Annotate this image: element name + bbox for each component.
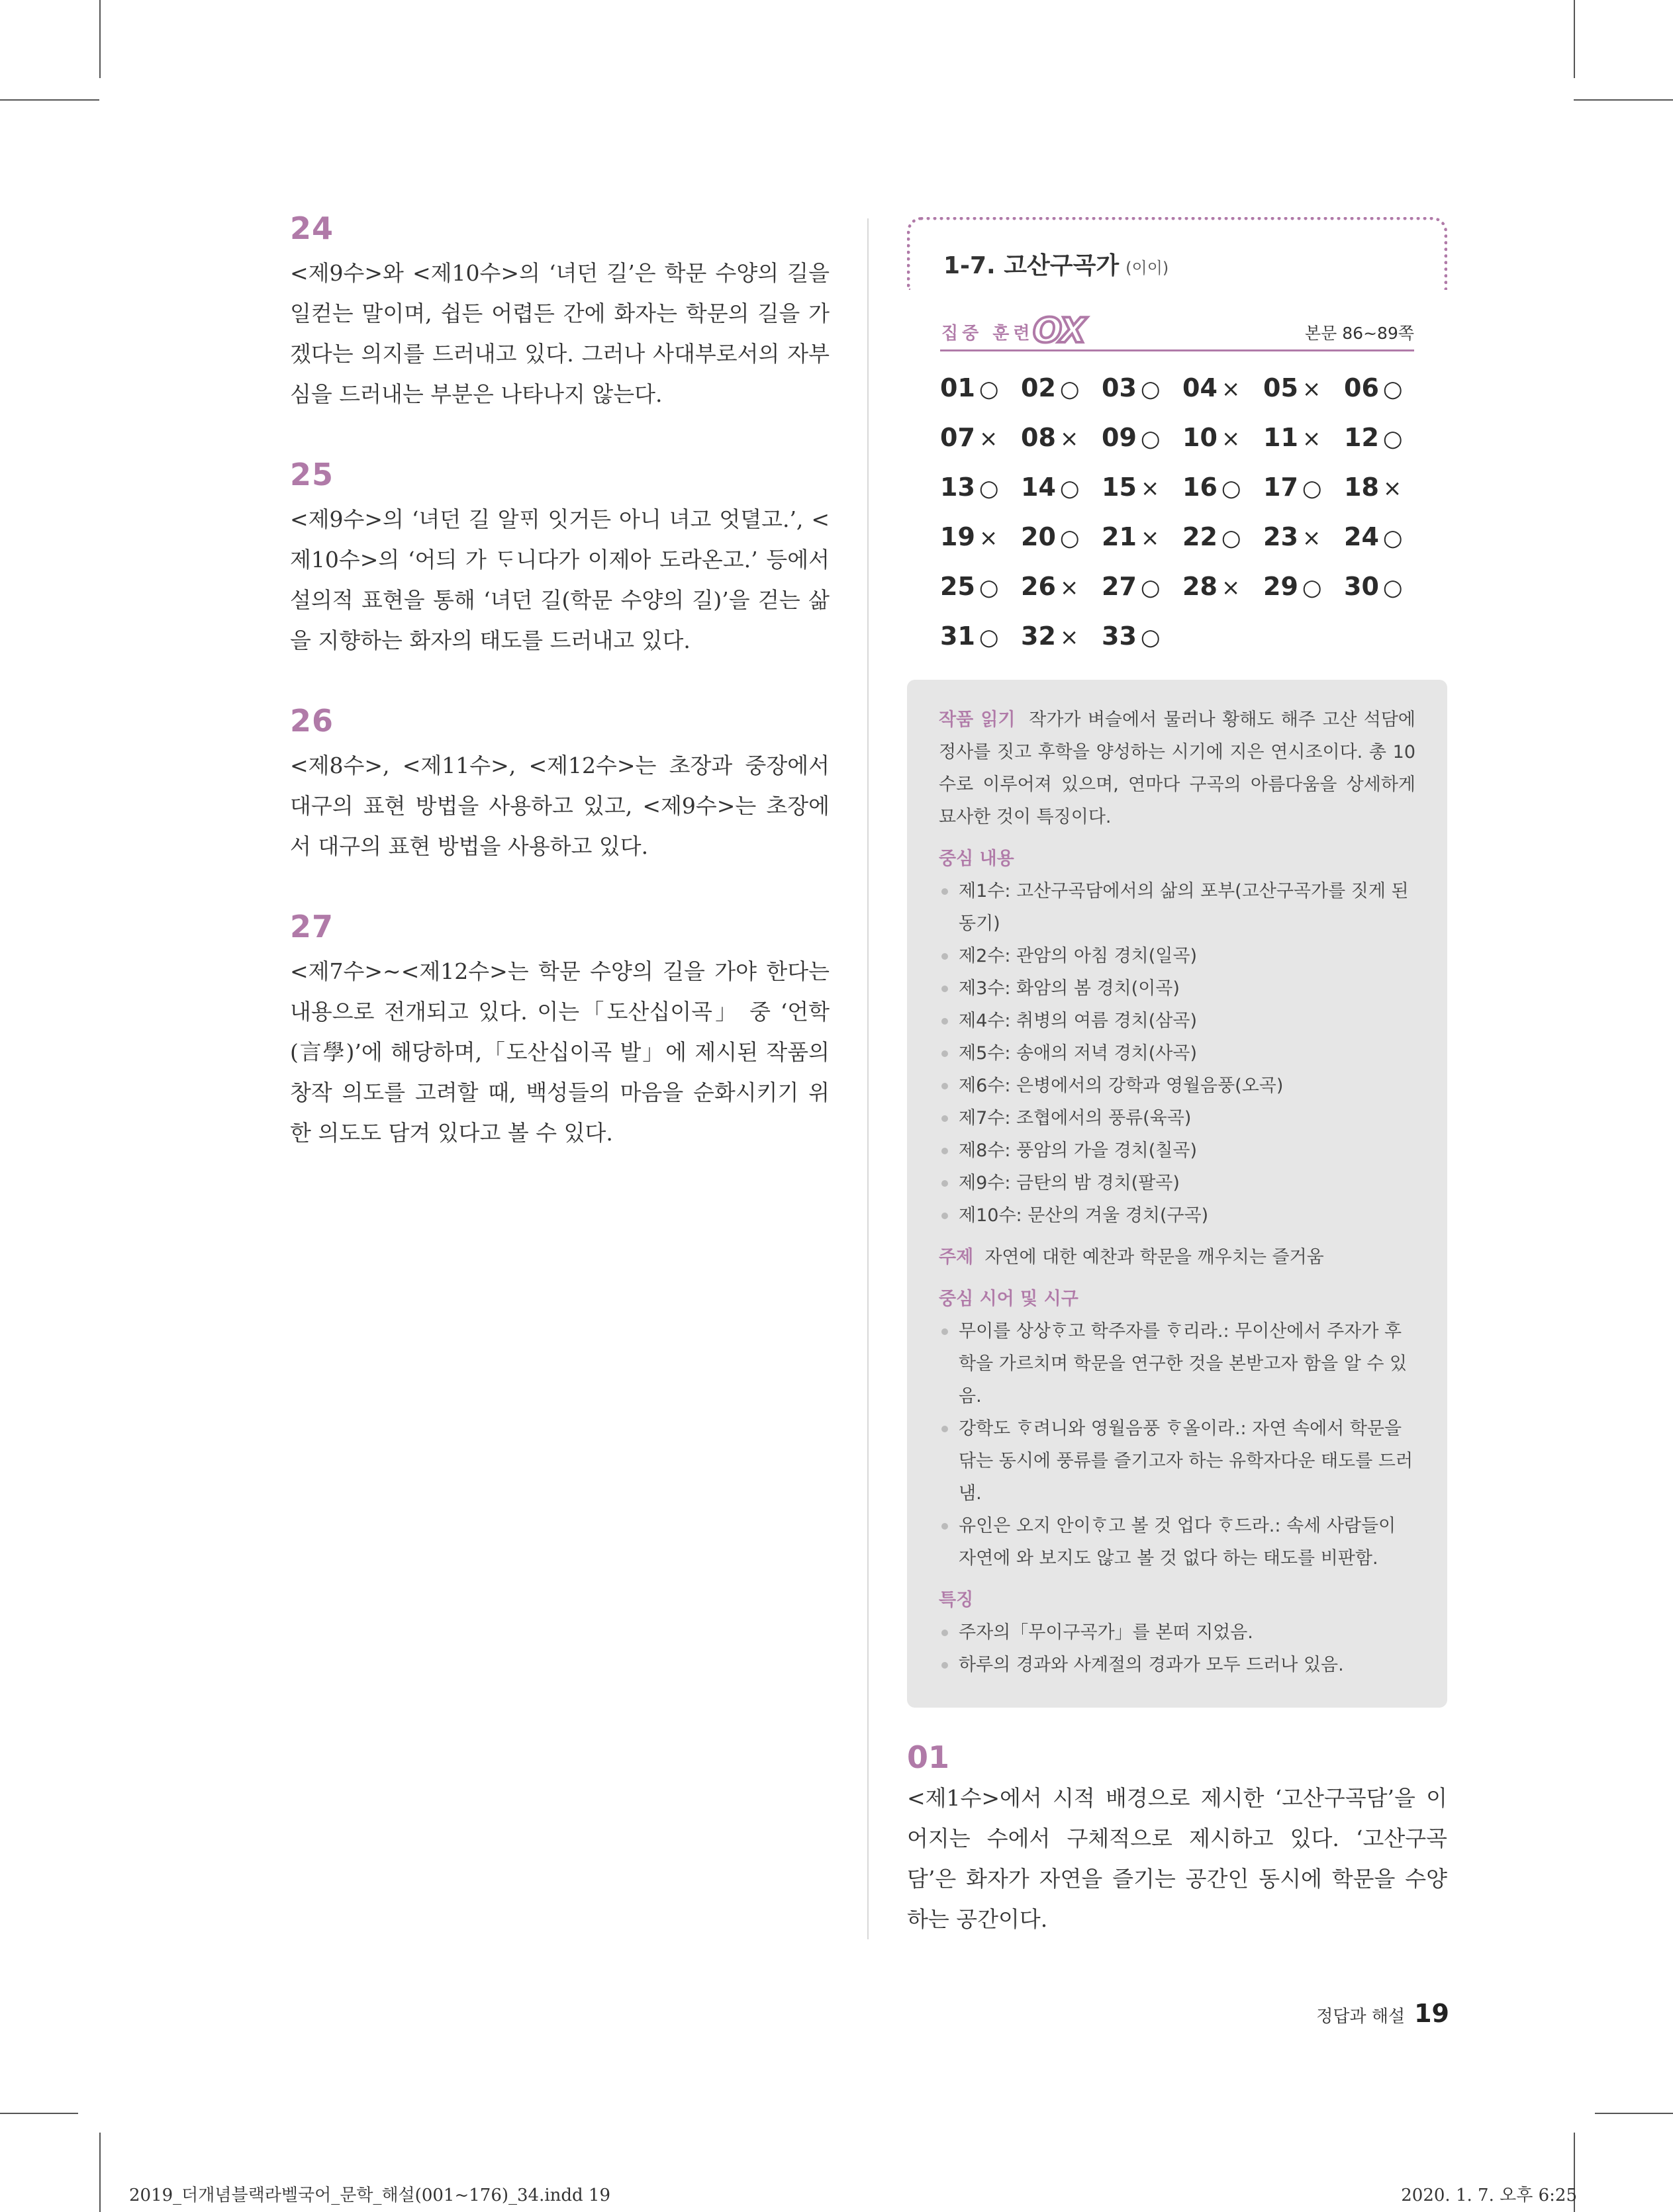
ox-answer-mark: × xyxy=(1140,475,1160,502)
keylines-label: 중심 시어 및 시구 xyxy=(939,1289,1078,1309)
ox-answer-number: 29 xyxy=(1263,572,1298,601)
ox-answer-number: 05 xyxy=(1263,373,1298,402)
ox-answer-mark: ○ xyxy=(1140,575,1161,601)
list-item: 무이를 상상ᄒᆞ고 학주자를 ᄒᆞ리라.: 무이산에서 주자가 후학을 가르치며 학문을 연구한 것을 본받고자 함을 알 수 있음. xyxy=(939,1315,1415,1412)
list-item: 하루의 경과와 사계절의 경과가 모두 드러나 있음. xyxy=(939,1649,1415,1681)
ox-label: 집중 훈련 xyxy=(941,324,1034,344)
list-item: 제2수: 관암의 아침 경치(일곡) xyxy=(939,940,1415,972)
ox-answer-number: 21 xyxy=(1102,522,1137,551)
theme-label: 주제 xyxy=(939,1247,974,1267)
ox-answer-mark: ○ xyxy=(1221,475,1241,502)
ox-answer-item xyxy=(940,620,1021,653)
crop-mark-top-left-h xyxy=(0,99,99,101)
section-title-box xyxy=(907,217,1447,290)
ox-answer-number: 17 xyxy=(1263,473,1298,502)
list-item: 유인은 오지 안이ᄒᆞ고 볼 것 업다 ᄒᆞ드라.: 속세 사람들이 자연에 와 보지도 않고 볼 것 없다 하는 태도를 비판함. xyxy=(939,1510,1415,1575)
ox-answer-item xyxy=(1344,520,1425,554)
ox-page-ref: 본문 86~89쪽 xyxy=(1305,324,1414,343)
ox-answer-mark: × xyxy=(1221,575,1241,601)
ox-answer-item xyxy=(1021,520,1102,554)
ox-answer-number: 19 xyxy=(940,522,975,551)
crop-mark-bottom-left-v xyxy=(99,2133,101,2212)
left-column xyxy=(290,210,830,1195)
ox-answer-item xyxy=(1263,570,1344,604)
ox-answer-number: 24 xyxy=(1344,522,1379,551)
answer-number: 27 xyxy=(290,909,334,945)
ox-answer-mark: ○ xyxy=(1382,525,1403,551)
answer-number: 24 xyxy=(290,210,334,246)
ox-answer-item xyxy=(1263,371,1344,405)
ox-answer-mark: × xyxy=(1140,525,1160,551)
answer-number-01: 01 xyxy=(907,1739,950,1775)
ox-answer-item xyxy=(1182,520,1263,554)
ox-answer-mark: ○ xyxy=(979,376,999,402)
work-info-box xyxy=(907,680,1447,1708)
ox-answer-item xyxy=(1021,620,1102,653)
ox-answer-number: 28 xyxy=(1182,572,1218,601)
ox-answer-item xyxy=(1102,520,1182,554)
ox-answer-mark: ○ xyxy=(1140,426,1161,452)
ox-answer-number: 09 xyxy=(1102,423,1137,452)
ox-answer-mark: ○ xyxy=(979,475,999,502)
crop-mark-top-left-v xyxy=(99,0,101,78)
ox-answer-mark: × xyxy=(1059,426,1079,452)
ox-answer-number: 22 xyxy=(1182,522,1218,551)
ox-answer-number: 06 xyxy=(1344,373,1379,402)
answer-number: 26 xyxy=(290,703,334,739)
ox-header xyxy=(940,312,1414,351)
features-label: 특징 xyxy=(939,1590,974,1610)
crop-mark-bottom-right-h xyxy=(1595,2113,1673,2114)
features-list xyxy=(939,1616,1415,1681)
ox-answer-number: 01 xyxy=(940,373,975,402)
ox-answer-item xyxy=(940,471,1021,504)
answer-item-24 xyxy=(290,210,830,414)
ox-answer-item xyxy=(1182,371,1263,405)
answer-item-26 xyxy=(290,703,830,866)
ox-answer-mark: × xyxy=(1302,426,1321,452)
ox-answer-item xyxy=(1263,471,1344,504)
ox-answer-number: 18 xyxy=(1344,473,1379,502)
list-item: 제9수: 금탄의 밤 경치(팔곡) xyxy=(939,1167,1415,1199)
answer-item-27 xyxy=(290,909,830,1153)
ox-answer-mark: ○ xyxy=(1382,426,1403,452)
ox-answer-number: 26 xyxy=(1021,572,1056,601)
theme-text: 자연에 대한 예찬과 학문을 깨우치는 즐거움 xyxy=(984,1247,1324,1267)
ox-answer-number: 20 xyxy=(1021,522,1056,551)
ox-answer-number: 04 xyxy=(1182,373,1218,402)
ox-answer-item xyxy=(1102,570,1182,604)
ox-answer-item xyxy=(1021,371,1102,405)
ox-answer-mark: ○ xyxy=(1382,376,1403,402)
ox-answer-item xyxy=(1102,421,1182,455)
ox-answer-item xyxy=(940,421,1021,455)
ox-answer-mark: × xyxy=(1302,525,1321,551)
list-item: 주자의「무이구곡가」를 본떠 지었음. xyxy=(939,1616,1415,1649)
ox-answer-mark: ○ xyxy=(1059,475,1080,502)
ox-answer-mark: ○ xyxy=(1382,575,1403,601)
ox-answer-mark: ○ xyxy=(979,624,999,651)
list-item: 강학도 ᄒᆞ려니와 영월음풍 ᄒᆞ올이라.: 자연 속에서 학문을 닦는 동시에 풍류를 즐기고자 하는 유학자다운 태도를 드러냄. xyxy=(939,1412,1415,1510)
ox-answer-mark: ○ xyxy=(1302,475,1322,502)
ox-answer-item xyxy=(1344,570,1425,604)
ox-answer-number: 08 xyxy=(1021,423,1056,452)
ox-answer-number: 27 xyxy=(1102,572,1137,601)
list-item: 제7수: 조협에서의 풍류(육곡) xyxy=(939,1102,1415,1134)
list-item: 제3수: 화암의 봄 경치(이곡) xyxy=(939,972,1415,1005)
content-label: 중심 내용 xyxy=(939,849,1014,869)
ox-answer-item xyxy=(1021,471,1102,504)
answer-explanation-01: <제1수>에서 시적 배경으로 제시한 ‘고산구곡담’을 이어지는 수에서 구체적으로 제시하고 있다. ‘고산구곡담’은 화자가 자연을 즐기는 공간인 동시에 학문을 수양하는 공간이다. xyxy=(907,1785,1447,1932)
ox-answer-mark: ○ xyxy=(979,575,999,601)
ox-answer-mark: ○ xyxy=(1140,376,1161,402)
ox-answer-item xyxy=(1263,520,1344,554)
ox-answer-mark: ○ xyxy=(1221,525,1241,551)
ox-answer-grid xyxy=(940,371,1447,653)
ox-answer-number: 25 xyxy=(940,572,975,601)
reading-paragraph xyxy=(939,704,1415,833)
ox-answer-item xyxy=(940,371,1021,405)
reading-label: 작품 읽기 xyxy=(939,710,1016,730)
list-item: 제10수: 문산의 겨울 경치(구곡) xyxy=(939,1199,1415,1232)
ox-answer-number: 11 xyxy=(1263,423,1298,452)
ox-answer-number: 10 xyxy=(1182,423,1218,452)
ox-answer-number: 15 xyxy=(1102,473,1137,502)
ox-answer-mark: ○ xyxy=(1059,525,1080,551)
ox-answer-item xyxy=(1344,371,1425,405)
footer-label: 정답과 해설 xyxy=(1316,2007,1406,2027)
ox-answer-number: 03 xyxy=(1102,373,1137,402)
right-column xyxy=(907,217,1447,1939)
ox-answer-number: 31 xyxy=(940,622,975,651)
section-author: (이이) xyxy=(1125,259,1169,277)
ox-answer-number: 32 xyxy=(1021,622,1056,651)
page-number: 19 xyxy=(1414,1999,1449,2028)
ox-answer-number: 33 xyxy=(1102,622,1137,651)
list-item: 제8수: 풍암의 가을 경치(칠곡) xyxy=(939,1134,1415,1167)
ox-answer-mark: ○ xyxy=(1302,575,1322,601)
ox-answer-item xyxy=(940,570,1021,604)
crop-mark-top-right-h xyxy=(1574,99,1673,101)
ox-answer-number: 07 xyxy=(940,423,975,452)
ox-logo: OX xyxy=(1033,311,1085,351)
crop-mark-top-right-v xyxy=(1574,0,1575,78)
ox-answer-item xyxy=(1021,570,1102,604)
answer-explanation: <제7수>~<제12수>는 학문 수양의 길을 가야 한다는 내용으로 전개되고 있다. 이는「도산십이곡」 중 ‘언학(言學)’에 해당하며,「도산십이곡 발」에 제시된 작품의 창작 의도를 고려할 때, 백성들의 마음을 순화시키기 위한 의도도 담겨 있다고 볼 수 있다. xyxy=(290,958,830,1146)
ox-answer-item xyxy=(1263,421,1344,455)
ox-answer-item xyxy=(1102,371,1182,405)
ox-answer-number: 13 xyxy=(940,473,975,502)
ox-answer-mark: × xyxy=(979,426,998,452)
ox-answer-number: 16 xyxy=(1182,473,1218,502)
ox-answer-number: 23 xyxy=(1263,522,1298,551)
ox-answer-mark: × xyxy=(1059,575,1079,601)
section-title: 1-7. 고산구곡가 xyxy=(943,252,1120,279)
keylines-list xyxy=(939,1315,1415,1575)
list-item: 제5수: 송애의 저녁 경치(사곡) xyxy=(939,1037,1415,1070)
answer-explanation: <제8수>, <제11수>, <제12수>는 초장과 중장에서 대구의 표현 방법을 사용하고 있고, <제9수>는 초장에서 대구의 표현 방법을 사용하고 있다. xyxy=(290,753,830,859)
ox-answer-mark: × xyxy=(1302,376,1321,402)
ox-answer-number: 30 xyxy=(1344,572,1379,601)
page-footer xyxy=(1316,1999,1449,2028)
ox-answer-number: 12 xyxy=(1344,423,1379,452)
crop-mark-bottom-left-h xyxy=(0,2113,78,2114)
list-item: 제6수: 은병에서의 강학과 영월음풍(오곡) xyxy=(939,1070,1415,1102)
list-item: 제4수: 취병의 여름 경치(삼곡) xyxy=(939,1005,1415,1037)
ox-answer-mark: × xyxy=(1221,376,1241,402)
content-list xyxy=(939,875,1415,1232)
answer-explanation: <제9수>와 <제10수>의 ‘녀던 길’은 학문 수양의 길을 일컫는 말이며, 쉽든 어렵든 간에 화자는 학문의 길을 가겠다는 의지를 드러내고 있다. 그러나 사대부로서의 자부심을 드러내는 부분은 나타나지 않는다. xyxy=(290,260,830,407)
answer-number: 25 xyxy=(290,457,334,492)
ox-answer-mark: × xyxy=(1059,624,1079,651)
ox-answer-item xyxy=(1182,570,1263,604)
ox-answer-mark: ○ xyxy=(1140,624,1161,651)
print-slug-timestamp: 2020. 1. 7. 오후 6:25 xyxy=(1401,2186,1577,2205)
reading-text: 작가가 벼슬에서 물러나 황해도 해주 고산 석담에 정사를 짓고 후학을 양성하는 시기에 지은 연시조이다. 총 10수로 이루어져 있으며, 연마다 구곡의 아름다움을 상세하게 묘사한 것이 특징이다. xyxy=(939,710,1416,827)
ox-answer-item xyxy=(1102,471,1182,504)
ox-answer-item xyxy=(1182,421,1263,455)
ox-answer-item xyxy=(940,520,1021,554)
ox-answer-item xyxy=(1344,471,1425,504)
ox-answer-mark: ○ xyxy=(1059,376,1080,402)
ox-answer-item xyxy=(1182,471,1263,504)
ox-answer-item xyxy=(1102,620,1182,653)
answer-explanation: <제9수>의 ‘녀던 길 알ᄑᆡ 잇거든 아니 녀고 엇뎔고.’, <제10수>의 ‘어듸 가 ᄃᆞ니다가 이제아 도라온고.’ 등에서 설의적 표현을 통해 ‘녀던 길(학문 수양의 길)’을 걷는 삶을 지향하는 화자의 태도를 드러내고 있다. xyxy=(290,506,830,653)
list-item: 제1수: 고산구곡담에서의 삶의 포부(고산구곡가를 짓게 된 동기) xyxy=(939,875,1415,940)
answer-item-25 xyxy=(290,457,830,661)
ox-answer-item xyxy=(1021,421,1102,455)
ox-answer-mark: × xyxy=(1382,475,1402,502)
ox-answer-number: 02 xyxy=(1021,373,1056,402)
ox-answer-mark: × xyxy=(979,525,998,551)
column-divider xyxy=(867,218,869,1939)
print-slug-filename: 2019_더개념블랙라벨국어_문학_해설(001~176)_34.indd 19 xyxy=(129,2186,611,2205)
ox-answer-item xyxy=(1344,421,1425,455)
ox-answer-number: 14 xyxy=(1021,473,1056,502)
theme-paragraph xyxy=(939,1241,1415,1273)
ox-answer-mark: × xyxy=(1221,426,1241,452)
